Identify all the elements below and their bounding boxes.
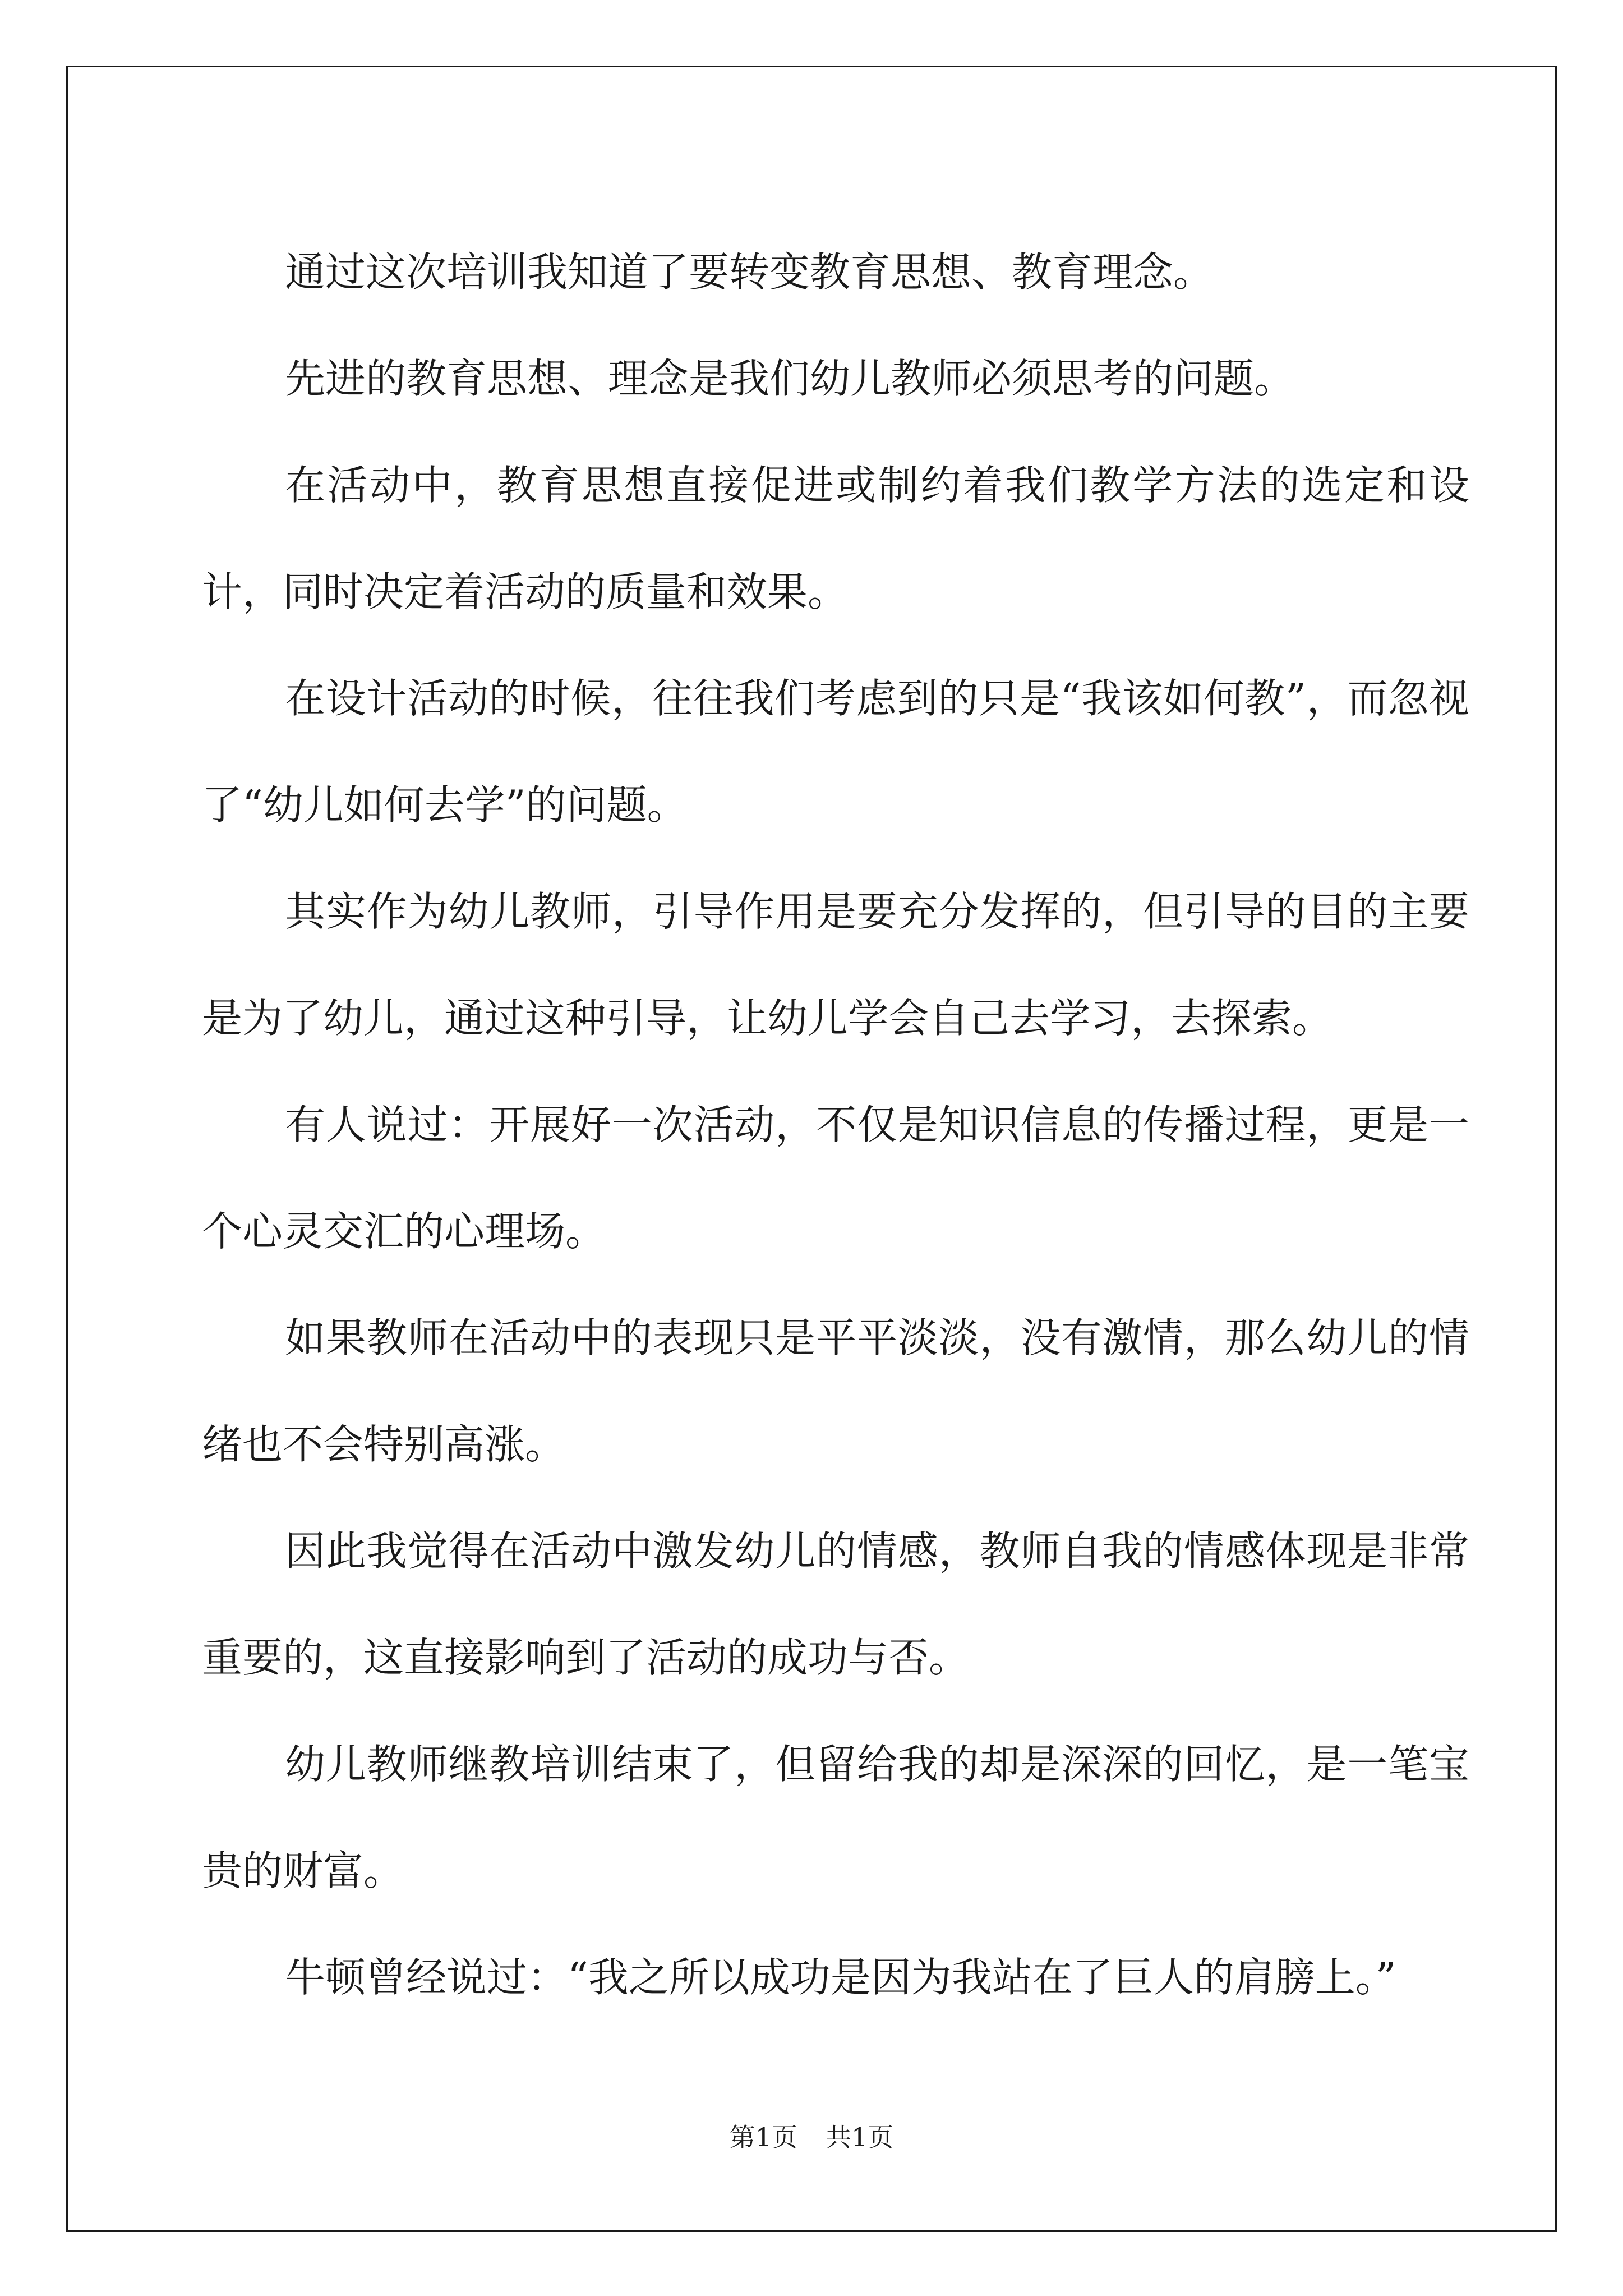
document-body xyxy=(202,219,1469,2031)
paragraph-8: 因此我觉得在活动中激发幼儿的情感，教师自我的情感体现是非常重要的，这直接影响到了活动的成功与否。 xyxy=(202,1527,1469,1681)
paragraph-10: 牛顿曾经说过：“我之所以成功是因为我站在了巨人的肩膀上。” xyxy=(285,1954,1396,2001)
paragraph-5: 其实作为幼儿教师，引导作用是要充分发挥的，但引导的目的主要是为了幼儿，通过这种引导，让幼儿学会自己去学习，去探索。 xyxy=(202,888,1469,1042)
paragraph-9: 幼儿教师继教培训结束了，但留给我的却是深深的回忆，是一笔宝贵的财富。 xyxy=(202,1741,1469,1894)
paragraph-1: 通过这次培训我知道了要转变教育思想、教育理念。 xyxy=(285,249,1214,296)
paragraph-3: 在活动中，教育思想直接促进或制约着我们教学方法的选定和设计，同时决定着活动的质量和效果。 xyxy=(202,462,1469,615)
page-total: 共1页 xyxy=(826,2122,894,2152)
paragraph-7: 如果教师在活动中的表现只是平平淡淡，没有激情，那么幼儿的情绪也不会特别高涨。 xyxy=(202,1314,1469,1468)
page-footer xyxy=(0,2120,1623,2154)
paragraph-2: 先进的教育思想、理念是我们幼儿教师必须思考的问题。 xyxy=(285,355,1295,402)
paragraph-6: 有人说过：开展好一次活动，不仅是知识信息的传播过程，更是一个心灵交汇的心理场。 xyxy=(202,1101,1469,1255)
paragraph-4: 在设计活动的时候，往往我们考虑到的只是“我该如何教”，而忽视了“幼儿如何去学”的问题。 xyxy=(202,675,1469,829)
page-number: 第1页 xyxy=(729,2122,797,2152)
